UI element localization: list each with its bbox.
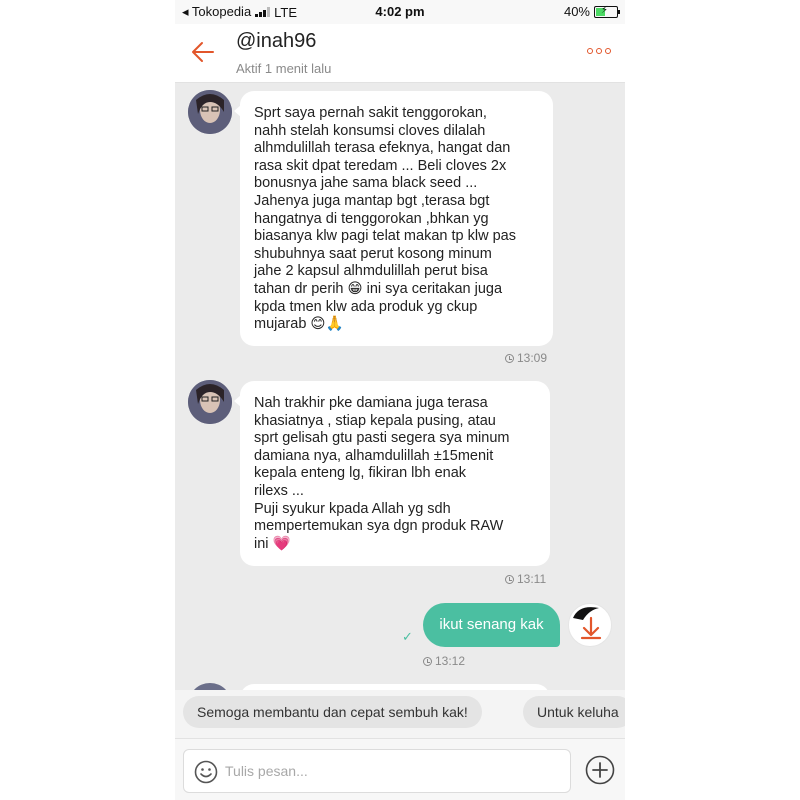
input-placeholder: Tulis pesan...	[225, 763, 308, 779]
contact-avatar[interactable]	[188, 90, 232, 134]
timestamp-text: 13:09	[517, 351, 548, 365]
message-composer	[175, 738, 625, 800]
back-arrow-icon[interactable]	[189, 38, 217, 66]
chat-title: @inah96	[236, 30, 317, 52]
chat-status: Aktif 1 menit lalu	[236, 61, 332, 76]
network-label: LTE	[274, 4, 298, 20]
emoji-icon[interactable]	[194, 760, 218, 784]
contact-avatar[interactable]	[188, 380, 232, 424]
battery-icon: ⚡	[594, 6, 618, 18]
quick-reply-chip[interactable]: Untuk keluha	[523, 696, 625, 728]
incoming-message[interactable]: Nah trakhir pke damiana juga terasa khasiatnya , stiap kepala pusing, atau sprt gelisah gtu pasti segera sya minum damiana nya, alhamdulillah ±15menit kepala enteng lg, fikiran lbh enak rilexs ... Puji syukur kpada Allah yg sdh mempertemukan sya dgn produk RAW ini 💗	[240, 381, 550, 566]
clock-icon	[505, 354, 514, 363]
more-options-icon[interactable]	[587, 48, 611, 54]
message-input[interactable]	[183, 749, 571, 793]
carrier-label: ◂ Tokopedia	[182, 4, 252, 19]
quick-reply-bar	[175, 690, 625, 738]
quick-reply-chip[interactable]: Semoga membantu dan cepat sembuh kak!	[183, 696, 482, 728]
status-right	[564, 4, 618, 19]
chat-screen	[175, 0, 625, 800]
battery-percent: 40%	[563, 4, 590, 19]
message-timestamp	[505, 572, 546, 586]
clock-icon	[505, 575, 514, 584]
status-time: 4:02 pm	[375, 4, 425, 19]
incoming-message[interactable]: Sprt saya pernah sakit tenggorokan, nahh stelah konsumsi cloves dilalah alhmdulillah terasa efeknya, hangat dan rasa skit dpat teredam ... Beli cloves 2x bonusnya jahe sama black seed ... Jahenya juga mantap bgt ,terasa bgt hangatnya di tenggorokan ,bhkan yg biasanya klw pagi telat makan tp klw pas shubuhnya saat perut kosong minum jahe 2 kapsul alhmdulillah perut bisa tahan dr perih 😁 ini sya ceritakan juga kpda tmen klw ada produk yg ckup mujarab 😊🙏	[240, 91, 553, 346]
timestamp-text: 13:11	[517, 572, 547, 586]
outgoing-message[interactable]: ikut senang kak	[423, 603, 560, 647]
read-check-icon: ✓	[402, 629, 413, 644]
status-bar	[175, 0, 625, 24]
message-timestamp	[423, 654, 465, 668]
my-avatar[interactable]	[568, 603, 612, 647]
clock-icon	[423, 657, 432, 666]
timestamp-text: 13:12	[435, 654, 466, 668]
chat-header	[175, 24, 625, 83]
message-timestamp	[505, 351, 547, 365]
add-attachment-icon[interactable]	[585, 755, 615, 785]
